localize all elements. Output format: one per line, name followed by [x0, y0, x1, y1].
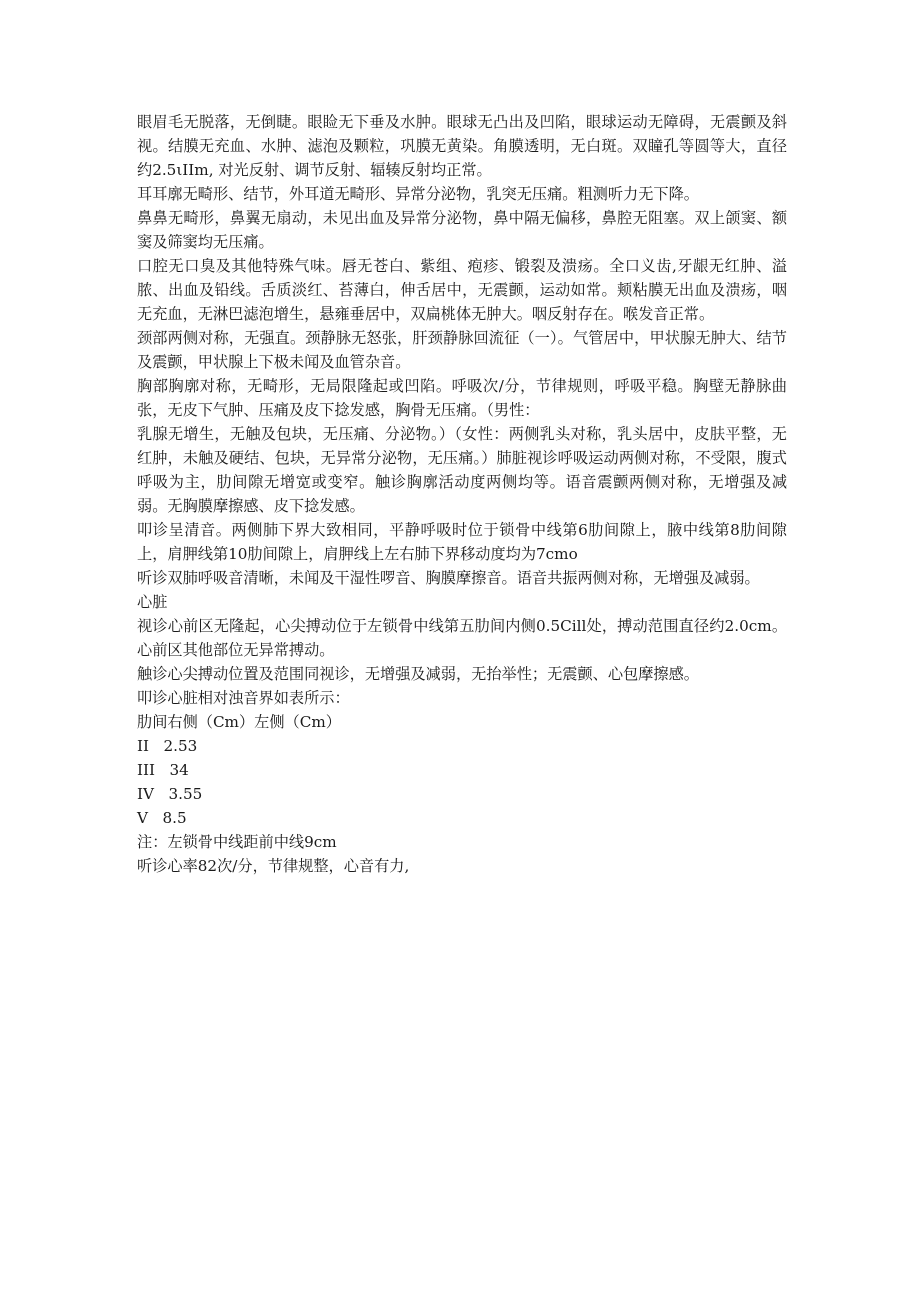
row-value: 3.55: [168, 785, 203, 803]
paragraph-heart-palpation: 触诊心尖搏动位置及范围同视诊，无增强及减弱，无抬举性；无震颤、心包摩擦感。: [137, 665, 699, 683]
paragraph-eyes: 眼眉毛无脱落，无倒睫。眼睑无下垂及水肿。眼球无凸出及凹陷，眼球运动无障碍，无震颤及斜视。结膜无充血、水肿、滤泡及颗粒，巩膜无黄染。角膜透明，无白斑。双瞳孔等圆等大，直径约2.5ιIIm, 对光反射、调节反射、辐辏反射均正常。: [137, 113, 787, 179]
paragraph-chest: 胸部胸廓对称，无畸形，无局限隆起或凹陷。呼吸次/分，节律规则，呼吸平稳。胸壁无静脉曲张，无皮下气肿、压痛及皮下捻发感，胸骨无压痛。（男性：: [137, 377, 787, 419]
row-value: 8.5: [162, 809, 187, 827]
table-row: [137, 782, 787, 806]
paragraph-percussion: 叩诊呈清音。两侧肺下界大致相同，平静呼吸时位于锁骨中线第6肋间隙上，腋中线第8肋间隙上，肩胛线第10肋间隙上，肩胛线上左右肺下界移动度均为7cmo: [137, 521, 787, 563]
row-label: IV: [137, 785, 154, 803]
paragraph-heart-auscultation: 听诊心率82次/分，节律规整，心音有力,: [137, 857, 410, 875]
table-row: [137, 806, 787, 830]
paragraph-breast-lung: 乳腺无增生，无触及包块，无压痛、分泌物。）（女性：两侧乳头对称，乳头居中，皮肤平整，无红肿，未触及硬结、包块，无异常分泌物，无压痛。）肺脏视诊呼吸运动两侧对称，不受限，腹式呼吸为主，肋间隙无增宽或变窄。触诊胸廓活动度两侧均等。语音震颤两侧对称，无增强及减弱。无胸膜摩擦感、皮下捻发感。: [137, 425, 787, 515]
table-header: 肋间右侧（Cm）左侧（Cm）: [137, 713, 341, 731]
paragraph-mouth: 口腔无口臭及其他特殊气味。唇无苍白、紫组、疱疹、锻裂及溃疡。全口义齿,牙龈无红肿、溢脓、出血及铅线。舌质淡红、苔薄白，伸舌居中，无震颤，运动如常。颊粘膜无出血及溃疡，咽无充血，无淋巴滤泡增生，悬雍垂居中，双扁桃体无肿大。咽反射存在。喉发音正常。: [137, 257, 787, 323]
paragraph-ears: 耳耳廓无畸形、结节，外耳道无畸形、异常分泌物，乳突无压痛。粗测听力无下降。: [137, 185, 699, 203]
paragraph-nose: 鼻鼻无畸形，鼻翼无扇动，未见出血及异常分泌物，鼻中隔无偏移，鼻腔无阻塞。双上颌窦、额窦及筛窦均无压痛。: [137, 209, 787, 251]
paragraph-heart-inspection: 视诊心前区无隆起，心尖搏动位于左锁骨中线第五肋间内侧0.5Cill处，搏动范围直径约2.0cm。心前区其他部位无异常搏动。: [137, 617, 787, 659]
table-note: 注：左锁骨中线距前中线9cm: [137, 833, 337, 851]
table-row: [137, 734, 787, 758]
row-value: 2.53: [163, 737, 198, 755]
section-heading-heart: 心脏: [137, 593, 168, 611]
dullness-table: [137, 710, 787, 854]
row-label: III: [137, 761, 155, 779]
paragraph-heart-percussion: 叩诊心脏相对浊音界如表所示：: [137, 689, 350, 707]
document-page: [137, 110, 787, 878]
table-row: [137, 758, 787, 782]
paragraph-neck: 颈部两侧对称，无强直。颈静脉无怒张，肝颈静脉回流征（一）。气管居中，甲状腺无肿大、结节及震颤，甲状腺上下极未闻及血管杂音。: [137, 329, 787, 371]
row-label: V: [137, 809, 148, 827]
row-value: 34: [169, 761, 189, 779]
paragraph-auscultation: 听诊双肺呼吸音清晰，未闻及干湿性啰音、胸膜摩擦音。语音共振两侧对称，无增强及减弱。: [137, 569, 760, 587]
row-label: II: [137, 737, 149, 755]
